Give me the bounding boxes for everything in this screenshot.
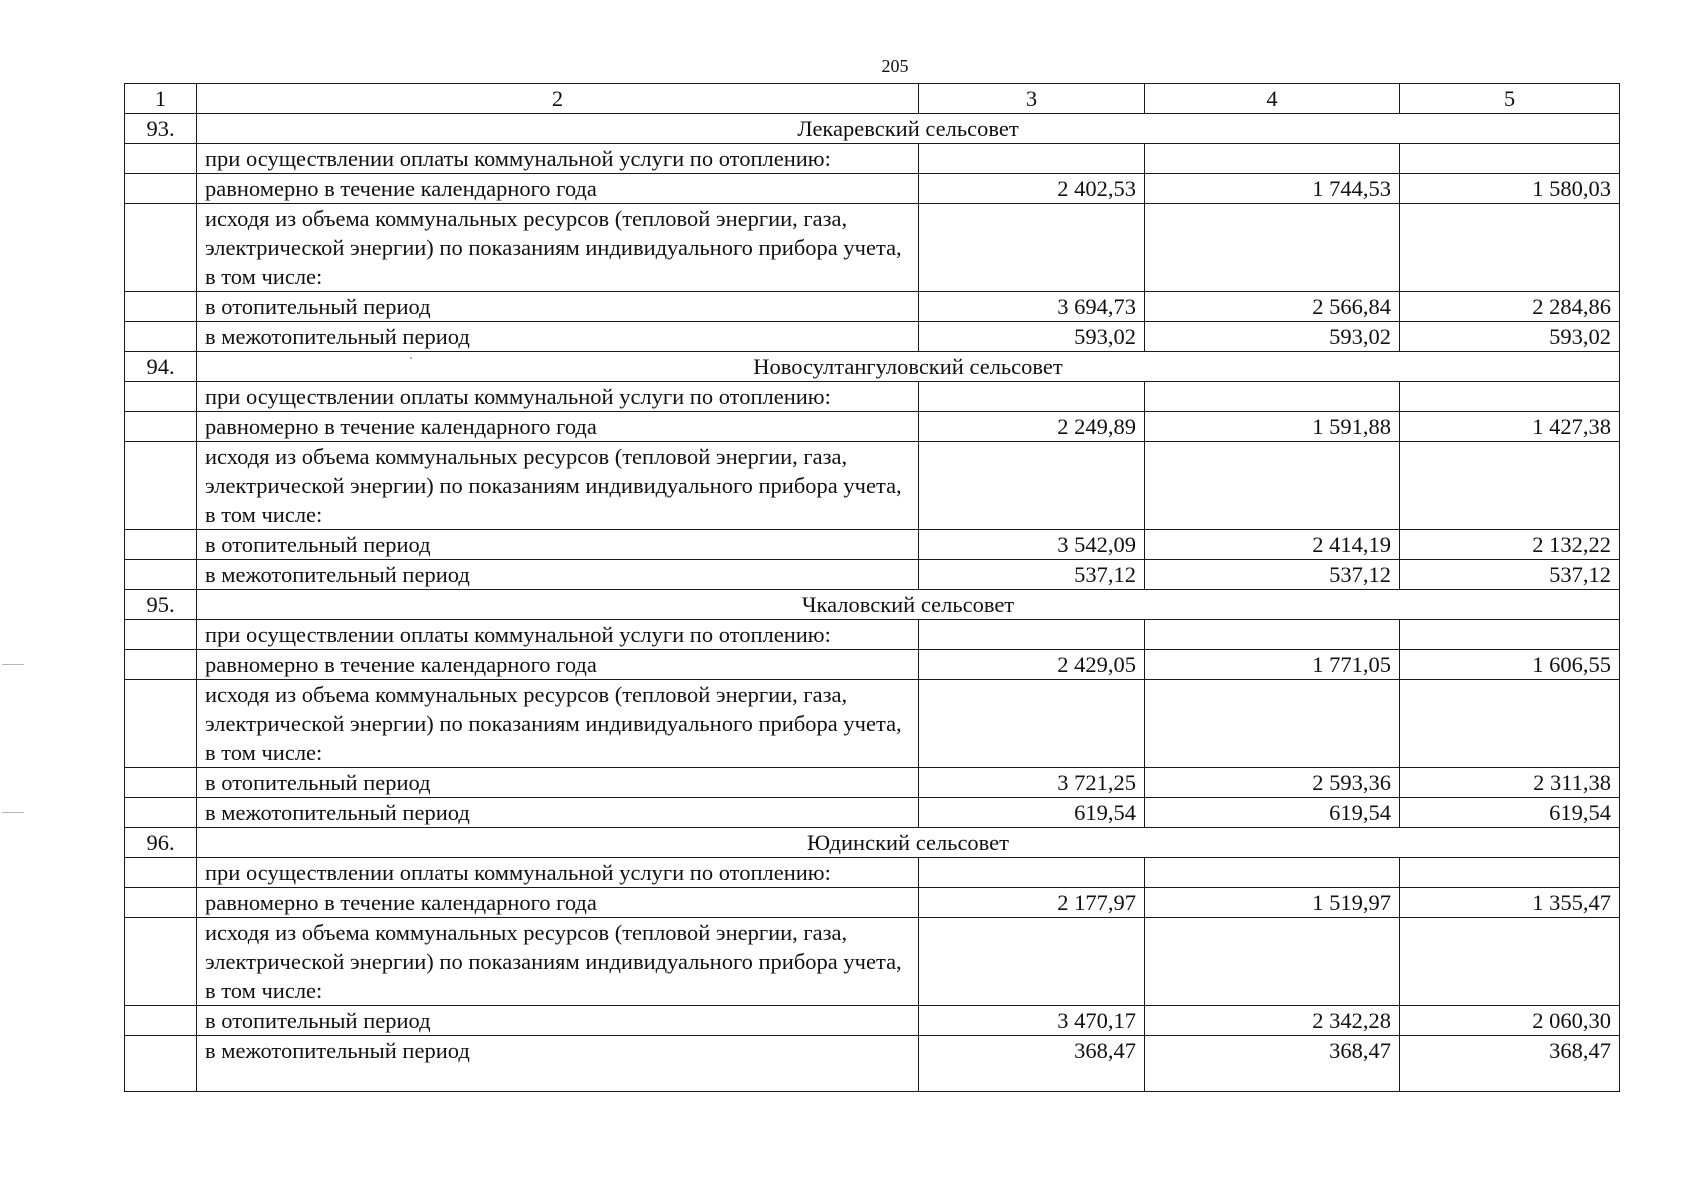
section-title-row (125, 114, 1620, 144)
scan-mark (2, 812, 24, 813)
value-cell-v5: 2 060,30 (1400, 1006, 1620, 1036)
value-cell-v3 (919, 382, 1145, 412)
value-cell-v5: 2 311,38 (1400, 768, 1620, 798)
section-title-row (125, 828, 1620, 858)
empty-number-cell (125, 798, 197, 828)
empty-number-cell (125, 918, 197, 1006)
row-label: равномерно в течение календарного года (197, 412, 919, 442)
section-number: 93. (125, 114, 197, 144)
table-row (125, 620, 1620, 650)
scan-dot (410, 357, 412, 359)
header-cell-5: 5 (1400, 84, 1620, 114)
empty-number-cell (125, 144, 197, 174)
value-cell-v4 (1145, 680, 1400, 768)
section-title: Юдинский сельсовет (197, 828, 1620, 858)
value-cell-v5: 619,54 (1400, 798, 1620, 828)
table-row (125, 768, 1620, 798)
value-cell-v3 (919, 204, 1145, 292)
empty-number-cell (125, 412, 197, 442)
value-cell-v5: 593,02 (1400, 322, 1620, 352)
section-title-row (125, 352, 1620, 382)
section-title: Чкаловский сельсовет (197, 590, 1620, 620)
header-cell-4: 4 (1145, 84, 1400, 114)
section-title: Лекаревский сельсовет (197, 114, 1620, 144)
value-cell-v3 (919, 858, 1145, 888)
row-label: в отопительный период (197, 530, 919, 560)
value-cell-v4 (1145, 918, 1400, 1006)
value-cell-v4 (1145, 204, 1400, 292)
value-cell-v4: 537,12 (1145, 560, 1400, 590)
empty-number-cell (125, 442, 197, 530)
table-row (125, 680, 1620, 768)
empty-number-cell (125, 888, 197, 918)
row-label: исходя из объема коммунальных ресурсов (тепловой энергии, газа, электрической энергии) по показаниям индивидуального прибора учета, в том числе: (197, 204, 919, 292)
table-row (125, 1006, 1620, 1036)
value-cell-v5: 537,12 (1400, 560, 1620, 590)
value-cell-v3: 2 177,97 (919, 888, 1145, 918)
table-row (125, 144, 1620, 174)
value-cell-v3: 2 429,05 (919, 650, 1145, 680)
header-cell-3: 3 (919, 84, 1145, 114)
header-cell-2: 2 (197, 84, 919, 114)
table-row (125, 888, 1620, 918)
row-label: в межотопительный период (197, 560, 919, 590)
value-cell-v3 (919, 144, 1145, 174)
row-label: в межотопительный период (197, 798, 919, 828)
value-cell-v3: 3 694,73 (919, 292, 1145, 322)
value-cell-v4: 2 414,19 (1145, 530, 1400, 560)
empty-number-cell (125, 292, 197, 322)
empty-number-cell (125, 530, 197, 560)
value-cell-v4: 1 744,53 (1145, 174, 1400, 204)
value-cell-v3 (919, 918, 1145, 1006)
value-cell-v3: 2 402,53 (919, 174, 1145, 204)
value-cell-v5 (1400, 442, 1620, 530)
value-cell-v5 (1400, 858, 1620, 888)
value-cell-v5: 2 284,86 (1400, 292, 1620, 322)
table-row (125, 412, 1620, 442)
row-label: в отопительный период (197, 768, 919, 798)
table-row (125, 322, 1620, 352)
value-cell-v5: 368,47 (1400, 1036, 1620, 1092)
value-cell-v4: 2 342,28 (1145, 1006, 1400, 1036)
table-row (125, 918, 1620, 1006)
empty-number-cell (125, 174, 197, 204)
value-cell-v4 (1145, 382, 1400, 412)
table-row (125, 650, 1620, 680)
value-cell-v4 (1145, 858, 1400, 888)
value-cell-v4: 1 519,97 (1145, 888, 1400, 918)
row-label: в межотопительный период (197, 322, 919, 352)
value-cell-v5 (1400, 204, 1620, 292)
value-cell-v3: 593,02 (919, 322, 1145, 352)
value-cell-v3 (919, 620, 1145, 650)
row-label: исходя из объема коммунальных ресурсов (тепловой энергии, газа, электрической энергии) по показаниям индивидуального прибора учета, в том числе: (197, 442, 919, 530)
section-number: 94. (125, 352, 197, 382)
empty-number-cell (125, 768, 197, 798)
section-number: 95. (125, 590, 197, 620)
table-row (125, 530, 1620, 560)
table-body (125, 84, 1620, 1092)
row-label: в отопительный период (197, 292, 919, 322)
value-cell-v3: 3 470,17 (919, 1006, 1145, 1036)
value-cell-v5 (1400, 144, 1620, 174)
value-cell-v4: 1 591,88 (1145, 412, 1400, 442)
value-cell-v3: 368,47 (919, 1036, 1145, 1092)
row-label: равномерно в течение календарного года (197, 650, 919, 680)
value-cell-v3: 619,54 (919, 798, 1145, 828)
empty-number-cell (125, 858, 197, 888)
value-cell-v4: 2 566,84 (1145, 292, 1400, 322)
scan-mark (2, 664, 24, 665)
value-cell-v5 (1400, 620, 1620, 650)
empty-number-cell (125, 382, 197, 412)
row-label: исходя из объема коммунальных ресурсов (тепловой энергии, газа, электрической энергии) по показаниям индивидуального прибора учета, в том числе: (197, 680, 919, 768)
value-cell-v5: 1 606,55 (1400, 650, 1620, 680)
header-row (125, 84, 1620, 114)
empty-number-cell (125, 1006, 197, 1036)
table-row (125, 204, 1620, 292)
value-cell-v4 (1145, 620, 1400, 650)
value-cell-v4: 2 593,36 (1145, 768, 1400, 798)
value-cell-v3: 3 542,09 (919, 530, 1145, 560)
section-title: Новосултангуловский сельсовет (197, 352, 1620, 382)
value-cell-v3: 3 721,25 (919, 768, 1145, 798)
value-cell-v4: 593,02 (1145, 322, 1400, 352)
empty-number-cell (125, 680, 197, 768)
section-number: 96. (125, 828, 197, 858)
value-cell-v4 (1145, 442, 1400, 530)
value-cell-v5 (1400, 382, 1620, 412)
value-cell-v5: 1 427,38 (1400, 412, 1620, 442)
row-label: в отопительный период (197, 1006, 919, 1036)
value-cell-v3: 2 249,89 (919, 412, 1145, 442)
value-cell-v5 (1400, 680, 1620, 768)
value-cell-v3 (919, 442, 1145, 530)
empty-number-cell (125, 322, 197, 352)
empty-number-cell (125, 650, 197, 680)
empty-number-cell (125, 1036, 197, 1092)
empty-number-cell (125, 620, 197, 650)
row-label: в межотопительный период (197, 1036, 919, 1092)
value-cell-v5: 2 132,22 (1400, 530, 1620, 560)
value-cell-v5: 1 355,47 (1400, 888, 1620, 918)
row-label: равномерно в течение календарного года (197, 174, 919, 204)
header-cell-1: 1 (125, 84, 197, 114)
table-row (125, 382, 1620, 412)
table-row (125, 174, 1620, 204)
table-row (125, 442, 1620, 530)
value-cell-v4 (1145, 144, 1400, 174)
empty-number-cell (125, 204, 197, 292)
table-row (125, 858, 1620, 888)
row-label: исходя из объема коммунальных ресурсов (тепловой энергии, газа, электрической энергии) по показаниям индивидуального прибора учета, в том числе: (197, 918, 919, 1006)
tariff-table (124, 83, 1620, 1092)
value-cell-v3 (919, 680, 1145, 768)
page-number: 205 (881, 56, 909, 76)
value-cell-v5 (1400, 918, 1620, 1006)
value-cell-v4: 619,54 (1145, 798, 1400, 828)
table-row (125, 560, 1620, 590)
value-cell-v4: 368,47 (1145, 1036, 1400, 1092)
empty-number-cell (125, 560, 197, 590)
table-row (125, 798, 1620, 828)
value-cell-v3: 537,12 (919, 560, 1145, 590)
row-label: при осуществлении оплаты коммунальной услуги по отоплению: (197, 382, 919, 412)
row-label: при осуществлении оплаты коммунальной услуги по отоплению: (197, 620, 919, 650)
row-label: при осуществлении оплаты коммунальной услуги по отоплению: (197, 144, 919, 174)
table-row (125, 1036, 1620, 1092)
value-cell-v4: 1 771,05 (1145, 650, 1400, 680)
row-label: равномерно в течение календарного года (197, 888, 919, 918)
table-row (125, 292, 1620, 322)
value-cell-v5: 1 580,03 (1400, 174, 1620, 204)
row-label: при осуществлении оплаты коммунальной услуги по отоплению: (197, 858, 919, 888)
section-title-row (125, 590, 1620, 620)
